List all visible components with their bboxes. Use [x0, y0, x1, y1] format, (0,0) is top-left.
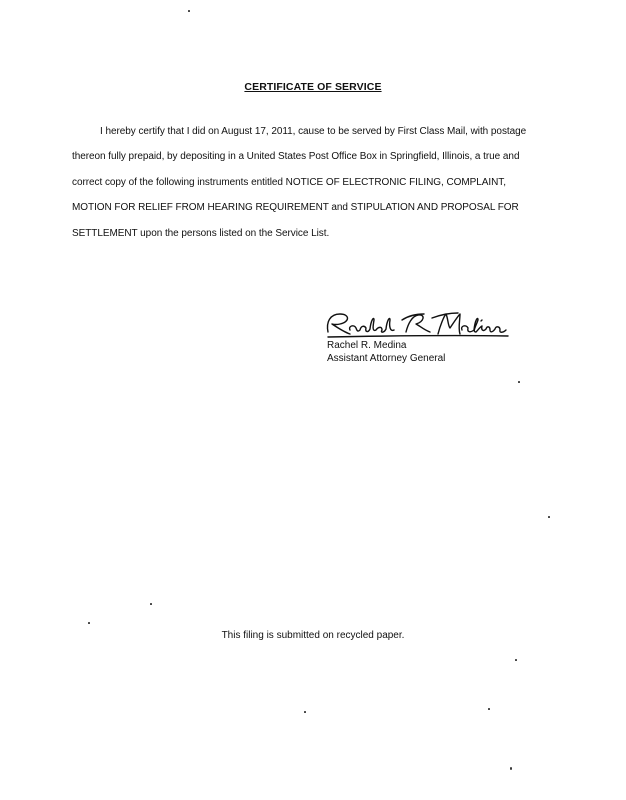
handwritten-signature	[320, 308, 510, 342]
scan-speck	[518, 381, 520, 383]
scan-speck	[548, 516, 550, 518]
recycled-paper-note: This filing is submitted on recycled paper.	[221, 630, 405, 641]
signer-title: Assistant Attorney General	[327, 353, 446, 364]
scan-speck	[88, 622, 90, 624]
scan-speck	[510, 767, 512, 770]
signer-printed-name: Rachel R. Medina	[327, 340, 407, 351]
scan-speck	[488, 708, 490, 710]
certification-paragraph: I hereby certify that I did on August 17, 2011, cause to be served by First Class Mail, with postage thereon fully prepaid, by depositing in a United States Post Office Box in Springfield, Illinois, a true and correct copy of the following instruments entitled NOTICE OF ELECTRONIC FILING, COMPLAINT, MOTION FOR RELIEF FROM HEARING REQUIREMENT and STIPULATION AND PROPOSAL FOR SETTLEMENT upon the persons listed on the Service List.	[72, 126, 527, 239]
scan-speck	[304, 711, 306, 713]
scan-speck	[150, 603, 152, 605]
scan-speck	[515, 659, 517, 661]
scan-speck	[188, 10, 190, 12]
certificate-title: CERTIFICATE OF SERVICE	[244, 81, 382, 93]
